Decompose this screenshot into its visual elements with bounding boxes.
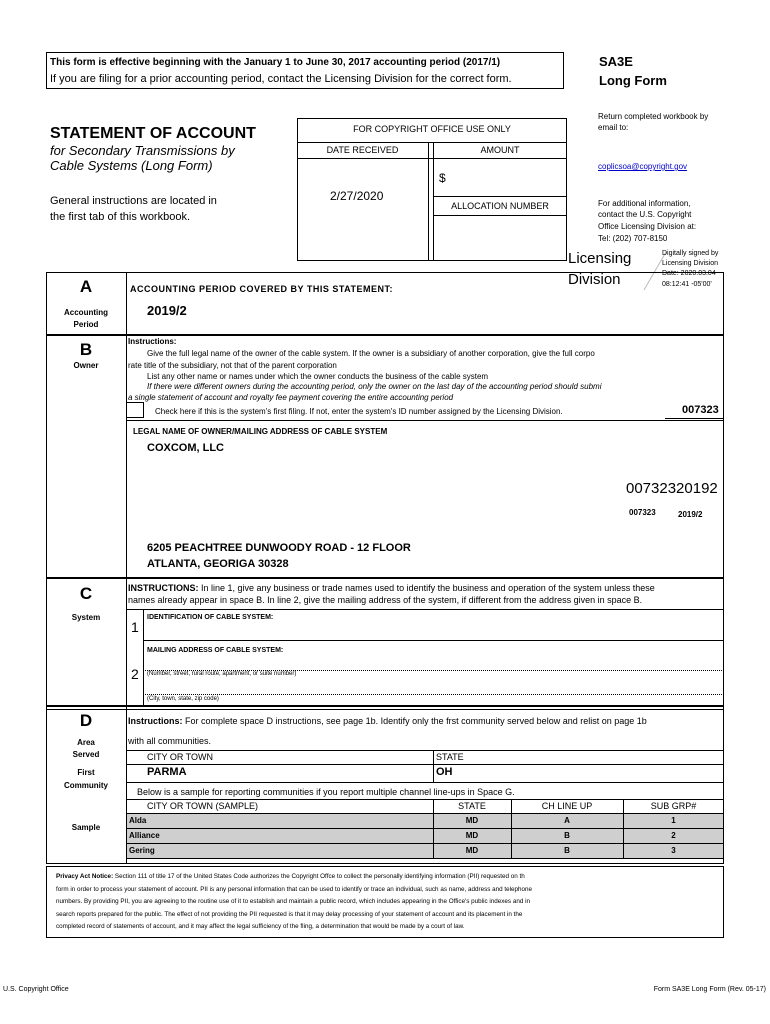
owner-big-number: 00732320192 xyxy=(626,480,718,497)
return-text-2: email to: xyxy=(598,123,629,132)
space-b-instructions-label: Instructions: xyxy=(128,337,177,346)
sample-row1-subgrp: 1 xyxy=(671,816,676,825)
space-c-instr-text-1: In line 1, give any business or trade names used to identify the business and operation of the system unless these xyxy=(198,583,655,593)
office-use-divider-3 xyxy=(433,196,567,197)
general-instructions-2: the first tab of this workbook. xyxy=(50,211,191,223)
sample-header-city: CITY OR TOWN (SAMPLE) xyxy=(147,801,259,811)
privacy-line-4: search reports prepared for the public. The effect of not providing the PII requested is that it may delay processing of your statement of account and its placement in the xyxy=(56,910,523,918)
space-d-label-area: Area xyxy=(77,738,95,747)
form-type: Long Form xyxy=(599,73,667,88)
general-instructions-1: General instructions are located in xyxy=(50,195,217,207)
space-c-bottom-2 xyxy=(46,709,724,710)
space-c-num-divider xyxy=(143,609,144,705)
city-hint: (City, town, state, zip code) xyxy=(147,696,219,702)
privacy-notice-text xyxy=(56,871,720,934)
page-subtitle-2: Cable Systems (Long Form) xyxy=(50,158,213,173)
office-use-divider-2 xyxy=(297,158,567,159)
mailing-city-field[interactable] xyxy=(145,694,722,695)
signature-note-2: Licensing Division xyxy=(662,260,719,267)
sample-row1-city: Alda xyxy=(129,816,147,825)
footer-right: Form SA3E Long Form (Rev. 05-17) xyxy=(653,986,766,993)
identification-field-line[interactable] xyxy=(143,640,724,641)
email-link[interactable]: coplicsoa@copyright.gov xyxy=(598,162,688,171)
signature-note-1: Digitally signed by xyxy=(662,250,719,257)
owner-heading: LEGAL NAME OF OWNER/MAILING ADDRESS OF CABLE SYSTEM xyxy=(133,427,388,436)
sample-table-top xyxy=(126,799,724,800)
space-c-label: System xyxy=(71,613,101,622)
info-text-2: contact the U.S. Copyright xyxy=(598,210,692,219)
sample-row3-lineup: B xyxy=(564,846,570,855)
privacy-line-5: completed record of statements of account, and it may affect the legal sufficiency of the fling, a determination that would be made by a court of law. xyxy=(56,923,465,930)
signature-note-4: 08:12:41 -05'00' xyxy=(662,281,712,288)
space-d-letter: D xyxy=(79,711,93,730)
space-d-header-top xyxy=(126,750,724,751)
space-b-instr-line4: If there were different owners during the accounting period, only the owner on the last day of the accounting period should submi xyxy=(147,382,602,391)
space-b-instr-line3: List any other name or names under which the owner conducts the business of the cable system xyxy=(147,372,489,381)
space-d-state-divider xyxy=(433,750,434,783)
space-a-letter: A xyxy=(79,277,93,296)
privacy-notice-label: Privacy Act Notice: xyxy=(56,873,114,880)
space-c-instructions xyxy=(128,582,722,606)
sample-note: Below is a sample for reporting communities if you report multiple channel line-ups in Space G. xyxy=(137,787,515,797)
space-d-label-community: Community xyxy=(64,781,108,790)
space-c-line2-num: 2 xyxy=(131,666,139,682)
space-d-value-bottom xyxy=(126,782,724,783)
space-a-label-2: Period xyxy=(73,320,99,329)
space-b-bottom xyxy=(46,577,724,579)
first-filing-checkbox[interactable] xyxy=(126,402,144,418)
sample-row2-lineup: B xyxy=(564,831,570,840)
page-subtitle-1: for Secondary Transmissions by xyxy=(50,143,235,158)
owner-id-small: 007323 xyxy=(629,508,656,517)
signature-name-1: Licensing xyxy=(568,250,632,267)
office-use-divider xyxy=(297,142,567,143)
space-b-letter: B xyxy=(79,340,93,359)
privacy-line-2: form in order to process your statement of account. PII is any personal information that can be used to identify or trace an individual, such as name, address and telephone xyxy=(56,885,533,893)
sample-header-chlineup: CH LINE UP xyxy=(541,801,593,811)
footer-left: U.S. Copyright Office xyxy=(3,986,69,993)
office-use-vdivider xyxy=(428,142,429,261)
space-d-label-sample: Sample xyxy=(71,823,101,832)
page-title: STATEMENT OF ACCOUNT xyxy=(50,125,256,142)
effective-notice-line2: If you are filing for a prior accounting period, contact the Licensing Division for the correct form. xyxy=(50,73,512,85)
allocation-number-label: ALLOCATION NUMBER xyxy=(451,201,549,211)
sample-row3-subgrp: 3 xyxy=(671,846,676,855)
signature-note-3: Date: 2020.03.04 xyxy=(662,270,716,277)
space-a-bottom xyxy=(46,334,724,336)
owner-period-small: 2019/2 xyxy=(678,510,703,519)
space-d-label-first: First xyxy=(77,768,95,777)
sample-row-divider-1 xyxy=(126,828,724,829)
first-community-city[interactable]: PARMA xyxy=(147,766,187,778)
space-c-bottom xyxy=(46,705,724,707)
info-text-1: For additional information, xyxy=(598,199,691,208)
system-id-value: 007323 xyxy=(682,404,719,416)
signature-name-2: Division xyxy=(568,271,621,288)
space-d-label-served: Served xyxy=(72,750,100,759)
space-b-instr-line1: Give the full legal name of the owner of the cable system. If the owner is a subsidiary of another corporation, give the full corpo xyxy=(147,349,595,358)
space-d-instr-label: Instructions: xyxy=(128,716,183,726)
sample-header-subgrp: SUB GRP# xyxy=(650,801,697,811)
space-d-instructions-1 xyxy=(128,716,647,726)
amount-dollar: $ xyxy=(439,171,446,185)
sample-row2-state: MD xyxy=(465,831,479,840)
space-c-line1-num: 1 xyxy=(131,619,139,635)
left-column-divider xyxy=(126,272,127,864)
info-text-4: Tel: (202) 707-8150 xyxy=(598,234,668,243)
space-d-instr-text-1: For complete space D instructions, see page 1b. Identify only the frst community served below and relist on page 1b xyxy=(182,716,647,726)
sample-row-divider-2 xyxy=(126,843,724,844)
first-community-state[interactable]: OH xyxy=(436,766,453,778)
space-c-instr-text-2: names already appear in space B. In line 2, give the mailing address of the system, if different from the address given in space B. xyxy=(128,595,643,605)
office-use-divider-4 xyxy=(433,215,567,216)
effective-notice-line1: This form is effective beginning with the January 1 to June 30, 2017 accounting period (2017/1) xyxy=(50,57,501,68)
sample-header-state: STATE xyxy=(458,801,486,811)
owner-address-line2: ATLANTA, GEORIGA 30328 xyxy=(147,558,289,570)
space-c-letter: C xyxy=(79,584,93,603)
street-hint: (Number, street, rural route, apartment, or suite number) xyxy=(147,671,297,677)
space-d-value-top xyxy=(126,764,724,765)
space-b-instr-line5: a single statement of account and royalty fee payment covering the entire accounting period xyxy=(128,393,454,402)
space-c-line1-top xyxy=(126,609,724,610)
date-received-label: DATE RECEIVED xyxy=(326,145,399,155)
owner-address-line1: 6205 PEACHTREE DUNWOODY ROAD - 12 FLOOR xyxy=(147,542,411,554)
return-text-1: Return completed workbook by xyxy=(598,112,709,121)
sample-row2-subgrp: 2 xyxy=(671,831,676,840)
accounting-period-value: 2019/2 xyxy=(147,303,187,318)
space-b-label: Owner xyxy=(73,361,99,370)
space-c-instr-label: INSTRUCTIONS: xyxy=(128,583,199,593)
state-label: STATE xyxy=(436,752,464,762)
privacy-line-1: Section 111 of title 17 of the United States Code authorizes the Copyright Offce to collect the personally identifying information (PII) requested on th xyxy=(113,873,525,880)
first-filing-text: Check here if this is the system's first filing. If not, enter the system's ID number assigned by the Licensing Division. xyxy=(155,407,563,416)
sample-row3-state: MD xyxy=(465,846,479,855)
privacy-line-3: numbers. By providing PII, you are agreeing to the routine use of it to establish and maintain a public record, which includes appearing in the Office's public indexes and in xyxy=(56,898,530,905)
space-d-instructions-2: with all communities. xyxy=(128,736,212,746)
space-b-instr-line2: rate title of the subsidiary, not that of the parent corporation xyxy=(128,361,337,370)
space-a-label-1: Accounting xyxy=(64,308,108,317)
system-id-underline xyxy=(665,418,723,419)
info-text-3: Office Licensing Division at: xyxy=(598,222,697,231)
sample-row2-city: Alliance xyxy=(129,831,160,840)
date-received-value: 2/27/2020 xyxy=(330,189,384,203)
sample-row1-state: MD xyxy=(465,816,479,825)
mailing-address-label: MAILING ADDRESS OF CABLE SYSTEM: xyxy=(147,647,284,654)
sample-row3-city: Gering xyxy=(129,846,155,855)
form-code: SA3E xyxy=(599,54,633,69)
sample-table-bottom xyxy=(126,858,724,859)
sample-row1-lineup: A xyxy=(564,816,570,825)
city-or-town-label: CITY OR TOWN xyxy=(147,752,214,762)
space-a-heading: ACCOUNTING PERIOD COVERED BY THIS STATEMENT: xyxy=(130,284,394,294)
space-b-owner-top xyxy=(126,420,724,421)
amount-label: AMOUNT xyxy=(480,145,520,155)
identification-label: IDENTIFICATION OF CABLE SYSTEM: xyxy=(147,614,274,621)
office-use-heading: FOR COPYRIGHT OFFICE USE ONLY xyxy=(353,124,511,134)
owner-name: COXCOM, LLC xyxy=(147,442,224,454)
